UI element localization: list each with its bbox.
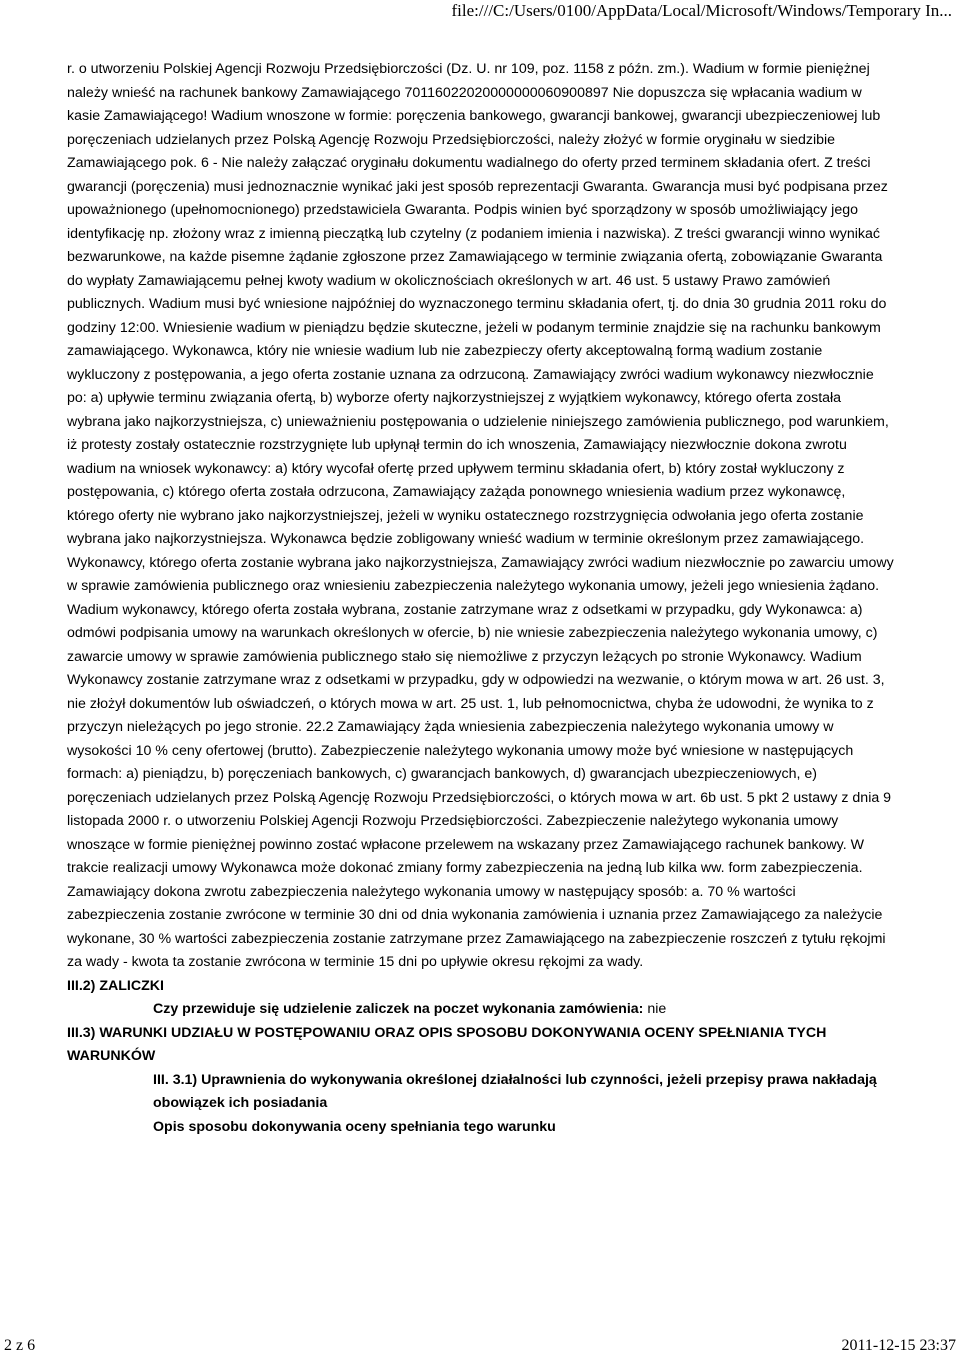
zaliczki-question: Czy przewiduje się udzielenie zaliczek na poczet wykonania zamówienia:: [153, 1001, 644, 1017]
section-heading-warunki: III.3) WARUNKI UDZIAŁU W POSTĘPOWANIU ORAZ OPIS SPOSOBU DOKONYWANIA OCENY SPEŁNIANIA TYCH WARUNKÓW: [67, 1024, 827, 1064]
body-paragraph: r. o utworzeniu Polskiej Agencji Rozwoju Przedsiębiorczości (Dz. U. nr 109, poz. 1158 z późn. zm.). Wadium w formie pieniężnej należy wnieść na rachunek bankowy Zamawiającego 70116022020000000060900897 Nie dopuszcza się wpłacania wadium w kasie Zamawiającego! Wadium wnoszone w formie: poręczenia bankowego, gwarancji bankowej, gwarancji ubezpieczeniowej lub poręczeniach udzielanych przez Polską Agencję Rozwoju Przedsiębiorczości, należy złożyć w formie oryginału w siedzibie Zamawiającego pok. 6 - Nie należy załączać oryginału dokumentu wadialnego do oferty przed terminem składania ofert. Z treści gwarancji (poręczenia) musi jednoznacznie wynikać jaki jest sposób reprezentacji Gwaranta. Gwarancja musi być podpisana przez upoważnionego (upełnomocnionego) przedstawiciela Gwaranta. Podpis winien być sporządzony w sposób umożliwiający jego identyfikację np. złożony wraz z imienną pieczątką lub czytelny (z podaniem imienia i nazwiska). Z treści gwarancji winno wynikać bezwarunkowe, na każde pisemne żądanie zgłoszone przez Zamawiającego w terminie związania ofertą, zobowiązanie Gwaranta do wypłaty Zamawiającemu pełnej kwoty wadium w okolicznościach określonych w art. 46 ust. 5 ustawy Prawo zamówień publicznych. Wadium musi być wniesione najpóźniej do wyznaczonego terminu składania ofert, tj. do dnia 30 grudnia 2011 roku do godziny 12:00. Wniesienie wadium w pieniądzu będzie skuteczne, jeżeli w podanym terminie znajdzie się na rachunku bankowym zamawiającego. Wykonawca, który nie wniesie wadium lub nie zabezpieczy oferty akceptowalną formą wadium zostanie wykluczony z postępowania, a jego oferta zostanie uznana za odrzuconą. Zamawiający zwróci wadium wykonawcy niezwłocznie po: a) upływie terminu związania ofertą, b) wyborze oferty najkorzystniejszej z wyjątkiem wykonawcy, którego oferta została wybrana jako najkorzystniejsza, c) unieważnieniu postępowania o udzielenie niniejszego zamówienia publicznego, pod warunkiem, iż protesty zostały ostatecznie rozstrzygnięte lub upłynął termin do ich wnoszenia, Zamawiający niezwłocznie dokona zwrotu wadium na wniosek wykonawcy: a) który wycofał ofertę przed upływem terminu składania ofert, b) który został wykluczony z postępowania, c) którego oferta została odrzucona, Zamawiający zażąda ponownego wniesienia wadium przez wykonawcę, którego oferty nie wybrano jako najkorzystniejszej, jeżeli w wyniku ostatecznego rozstrzygnięcia odwołania jego oferta zostanie wybrana jako najkorzystniejsza. Wykonawca będzie zobligowany wnieść wadium w terminie określonym przez zamawiającego. Wykonawcy, którego oferta zostanie wybrana jako najkorzystniejsza, Zamawiający zwróci wadium niezwłocznie po zawarciu umowy w sprawie zamówienia publicznego oraz wniesieniu zabezpieczenia należytego wykonania umowy, jeżeli jego wniesienia żądano. Wadium wykonawcy, którego oferta została wybrana, zostanie zatrzymane wraz z odsetkami w przypadku, gdy Wykonawca: a) odmówi podpisania umowy na warunkach określonych w ofercie, b) nie wniesie zabezpieczenia należytego wykonania umowy, c) zawarcie umowy w sprawie zamówienia publicznego stało się niemożliwe z przyczyn leżących po stronie Wykonawcy. Wadium Wykonawcy zostanie zatrzymane wraz z odsetkami w przypadku, gdy w odpowiedzi na wezwanie, o którym mowa w art. 26 ust. 3, nie złożył dokumentów lub oświadczeń, o których mowa w art. 25 ust. 1, lub pełnomocnictwa, chyba że udowodni, że wynika to z przyczyn nieleżących po jego stronie. 22.2 Zamawiający żąda wniesienia zabezpieczenia należytego wykonania umowy w wysokości 10 % ceny ofertowej (brutto). Zabezpieczenie należytego wykonania umowy może być wniesione w następujących formach: a) pieniądzu, b) poręczeniach bankowych, c) gwarancjach bankowych, d) gwarancjach ubezpieczeniowych, e) poręczeniach udzielanych przez Polską Agencję Rozwoju Przedsiębiorczości, o których mowa w art. 6b ust. 5 pkt 2 ustawy z dnia 9 listopada 2000 r. o utworzeniu Polskiej Agencji Rozwoju Przedsiębiorczości. Zabezpieczenie należytego wykonania umowy wnoszące w formie pieniężnej powinno zostać wpłacone przelewem na wskazany przez Zamawiającego rachunek bankowy. W trakcie realizacji umowy Wykonawca może dokonać zmiany formy zabezpieczenia na jedną lub kilka ww. form zabezpieczenia. Zamawiający dokona zwrotu zabezpieczenia należytego wykonania umowy w następujący sposób: a. 70 % wartości zabezpieczenia zostanie zwrócone w terminie 30 dni od dnia wykonania zamówienia i uznania przez Zamawiającego za należycie wykonane, 30 % wartości zabezpieczenia zostanie zatrzymane przez Zamawiającego na zabezpieczenie roszczeń z tytułu rękojmi za wady - kwota ta zostanie zwrócona w terminie 15 dni po upływie okresu rękojmi za wady.: [67, 61, 894, 970]
zaliczki-question-line: [67, 998, 894, 1022]
print-header-file-path: file:///C:/Users/0100/AppData/Local/Microsoft/Windows/Temporary In...: [451, 1, 952, 20]
zaliczki-answer: nie: [647, 1001, 667, 1017]
print-timestamp: 2011-12-15 23:37: [841, 1337, 956, 1354]
subsection-description-label: Opis sposobu dokonywania oceny spełniania tego warunku: [153, 1118, 556, 1135]
page-counter: 2 z 6: [4, 1337, 36, 1354]
section-heading-zaliczki: III.2) ZALICZKI: [67, 977, 164, 994]
subsection-heading-3-1: III. 3.1) Uprawnienia do wykonywania określonej działalności lub czynności, jeżeli przepisy prawa nakładają obowiązek ich posiadania: [153, 1071, 877, 1111]
document-content: [67, 58, 894, 1139]
